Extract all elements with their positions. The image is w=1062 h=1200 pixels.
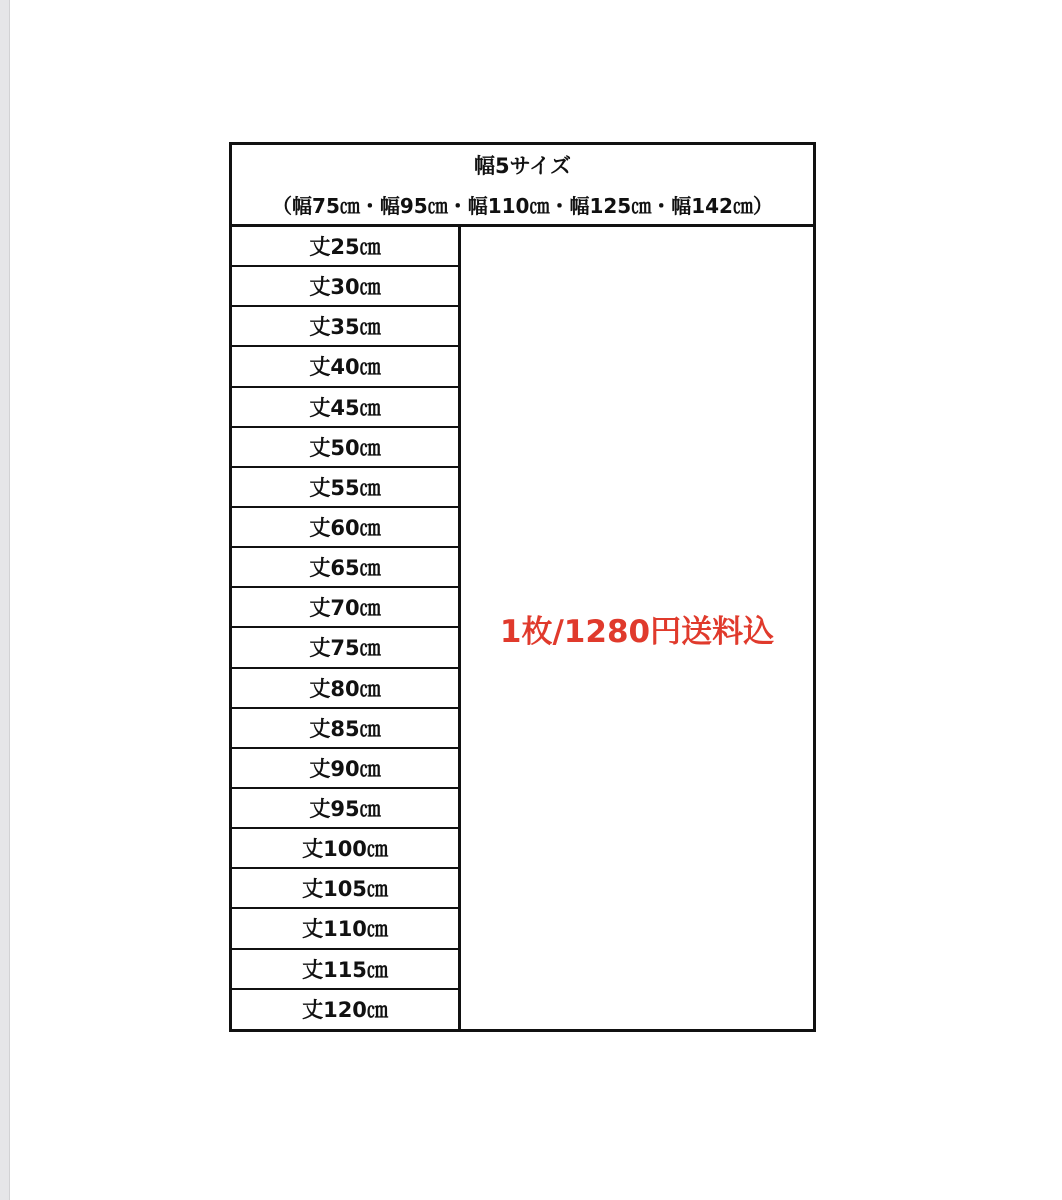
size-table	[229, 142, 816, 1032]
length-column	[232, 227, 461, 1029]
length-row: 丈105㎝	[232, 869, 458, 909]
length-row: 丈85㎝	[232, 709, 458, 749]
length-row: 丈35㎝	[232, 307, 458, 347]
length-row: 丈45㎝	[232, 388, 458, 428]
length-row: 丈75㎝	[232, 628, 458, 668]
table-title: 幅5サイズ	[474, 154, 571, 178]
price-cell	[461, 227, 813, 1029]
width-options: （幅75㎝・幅95㎝・幅110㎝・幅125㎝・幅142㎝）	[272, 194, 773, 218]
length-row: 丈65㎝	[232, 548, 458, 588]
length-row: 丈30㎝	[232, 267, 458, 307]
length-row: 丈55㎝	[232, 468, 458, 508]
length-row: 丈60㎝	[232, 508, 458, 548]
table-header	[232, 145, 813, 227]
length-row: 丈110㎝	[232, 909, 458, 949]
length-row: 丈70㎝	[232, 588, 458, 628]
price-label: 1枚/1280円送料込	[499, 613, 775, 650]
length-row: 丈95㎝	[232, 789, 458, 829]
length-row: 丈40㎝	[232, 347, 458, 387]
length-row: 丈25㎝	[232, 227, 458, 267]
length-row: 丈120㎝	[302, 997, 388, 1022]
page-edge	[0, 0, 10, 1200]
length-row: 丈115㎝	[232, 950, 458, 990]
length-row: 丈50㎝	[232, 428, 458, 468]
length-row: 丈100㎝	[232, 829, 458, 869]
length-row: 丈90㎝	[232, 749, 458, 789]
length-row: 丈80㎝	[232, 669, 458, 709]
